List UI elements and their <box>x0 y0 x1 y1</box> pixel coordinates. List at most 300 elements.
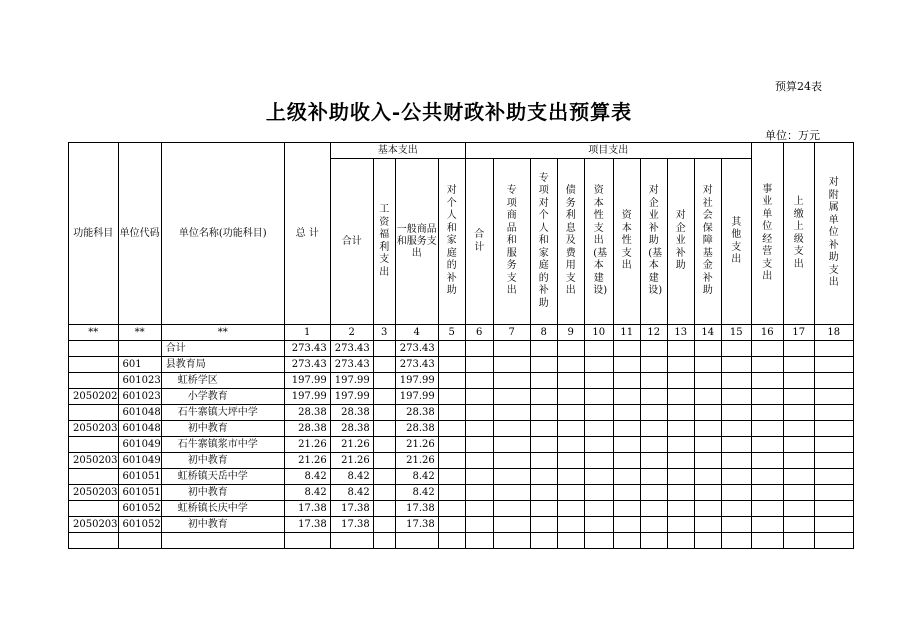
empty-cell <box>584 501 613 517</box>
empty-cell <box>284 533 330 549</box>
empty-cell <box>557 341 584 357</box>
table-row <box>69 421 854 437</box>
basic-total-cell: 21.26 <box>330 453 373 469</box>
index-cell: 3 <box>373 325 395 341</box>
empty-cell <box>814 341 853 357</box>
empty-cell <box>640 421 667 437</box>
empty-cell <box>373 373 395 389</box>
header-business-expense: 事业单位经营支出 <box>751 143 783 325</box>
empty-cell <box>751 469 783 485</box>
empty-cell <box>465 341 493 357</box>
empty-cell <box>640 469 667 485</box>
empty-cell <box>438 437 465 453</box>
empty-cell <box>530 437 557 453</box>
empty-cell <box>613 453 640 469</box>
empty-cell <box>493 389 530 405</box>
empty-cell <box>530 469 557 485</box>
empty-cell <box>814 421 853 437</box>
empty-cell <box>721 421 751 437</box>
header-project-enterprise: 对企业补助 <box>667 159 694 325</box>
empty-cell <box>667 501 694 517</box>
empty-cell <box>667 357 694 373</box>
header-project-enterprise-build: 对企业补助(基本建设) <box>640 159 667 325</box>
empty-cell <box>613 405 640 421</box>
empty-cell <box>373 389 395 405</box>
header-project-group: 项目支出 <box>465 143 751 159</box>
index-cell: 17 <box>783 325 814 341</box>
index-cell: 12 <box>640 325 667 341</box>
empty-cell <box>584 421 613 437</box>
empty-cell <box>373 533 395 549</box>
unit-code-cell: 601023 <box>118 389 161 405</box>
empty-cell <box>373 405 395 421</box>
basic-total-cell: 197.99 <box>330 373 373 389</box>
empty-cell <box>465 517 493 533</box>
empty-cell <box>751 517 783 533</box>
basic-total-cell: 17.38 <box>330 501 373 517</box>
empty-cell <box>613 469 640 485</box>
empty-cell <box>530 405 557 421</box>
unit-code-cell: 601049 <box>118 453 161 469</box>
index-cell: 6 <box>465 325 493 341</box>
empty-cell <box>640 485 667 501</box>
empty-cell <box>640 389 667 405</box>
index-cell: 11 <box>613 325 640 341</box>
empty-cell <box>721 357 751 373</box>
index-cell: 13 <box>667 325 694 341</box>
empty-cell <box>783 389 814 405</box>
empty-cell <box>395 533 438 549</box>
empty-cell <box>438 501 465 517</box>
empty-cell <box>667 533 694 549</box>
empty-cell <box>751 453 783 469</box>
page-title: 上级补助收入-公共财政补助支出预算表 <box>265 100 633 124</box>
empty-cell <box>438 469 465 485</box>
empty-cell <box>373 341 395 357</box>
empty-cell <box>530 357 557 373</box>
empty-cell <box>751 501 783 517</box>
empty-cell <box>721 469 751 485</box>
total-cell: 197.99 <box>284 389 330 405</box>
empty-cell <box>751 485 783 501</box>
func-code-cell: 2050202 <box>69 389 119 405</box>
empty-cell <box>667 389 694 405</box>
empty-cell <box>640 341 667 357</box>
header-project-other: 其他支出 <box>721 159 751 325</box>
table-body <box>69 341 854 549</box>
basic-total-cell: 28.38 <box>330 405 373 421</box>
empty-cell <box>465 437 493 453</box>
empty-cell <box>667 517 694 533</box>
total-cell: 197.99 <box>284 373 330 389</box>
empty-cell <box>557 501 584 517</box>
empty-cell <box>493 485 530 501</box>
table-row <box>69 469 854 485</box>
empty-cell <box>584 437 613 453</box>
empty-cell <box>814 373 853 389</box>
unit-name-cell: 虹桥镇天岳中学 <box>161 469 284 485</box>
empty-cell <box>783 405 814 421</box>
empty-cell <box>438 517 465 533</box>
empty-cell <box>584 389 613 405</box>
unit-code-cell <box>118 341 161 357</box>
basic-total-cell: 28.38 <box>330 421 373 437</box>
empty-cell <box>814 437 853 453</box>
empty-cell <box>465 421 493 437</box>
empty-cell <box>814 453 853 469</box>
unit-code-cell: 601 <box>118 357 161 373</box>
header-basic-wage: 工资福利支出 <box>373 159 395 325</box>
empty-cell <box>814 389 853 405</box>
header-basic-total: 合计 <box>330 159 373 325</box>
total-cell: 21.26 <box>284 437 330 453</box>
total-cell: 273.43 <box>284 357 330 373</box>
empty-cell <box>613 421 640 437</box>
empty-cell <box>493 357 530 373</box>
total-cell: 21.26 <box>284 453 330 469</box>
empty-cell <box>751 533 783 549</box>
empty-cell <box>493 373 530 389</box>
total-cell: 28.38 <box>284 421 330 437</box>
empty-cell <box>557 453 584 469</box>
empty-cell <box>161 533 284 549</box>
table-row <box>69 533 854 549</box>
empty-cell <box>613 517 640 533</box>
empty-cell <box>640 453 667 469</box>
empty-cell <box>438 485 465 501</box>
empty-cell <box>584 357 613 373</box>
func-code-cell <box>69 357 119 373</box>
header-unit-name: 单位名称(功能科目) <box>161 143 284 325</box>
total-cell: 17.38 <box>284 501 330 517</box>
index-cell: 16 <box>751 325 783 341</box>
empty-cell <box>613 389 640 405</box>
empty-cell <box>694 485 721 501</box>
func-code-cell <box>69 341 119 357</box>
unit-code-cell: 601048 <box>118 421 161 437</box>
empty-cell <box>465 533 493 549</box>
table-row <box>69 405 854 421</box>
empty-cell <box>438 533 465 549</box>
unit-name-cell: 小学教育 <box>161 389 284 405</box>
empty-cell <box>584 453 613 469</box>
empty-cell <box>751 357 783 373</box>
empty-cell <box>584 405 613 421</box>
empty-cell <box>721 517 751 533</box>
empty-cell <box>751 389 783 405</box>
empty-cell <box>640 405 667 421</box>
empty-cell <box>721 373 751 389</box>
table-row <box>69 389 854 405</box>
empty-cell <box>814 405 853 421</box>
empty-cell <box>667 421 694 437</box>
empty-cell <box>783 421 814 437</box>
basic-goods-cell: 21.26 <box>395 453 438 469</box>
empty-cell <box>373 437 395 453</box>
empty-cell <box>783 341 814 357</box>
empty-cell <box>721 501 751 517</box>
basic-goods-cell: 8.42 <box>395 469 438 485</box>
empty-cell <box>438 405 465 421</box>
header-project-goods: 专项商品和服务支出 <box>493 159 530 325</box>
empty-cell <box>557 357 584 373</box>
empty-cell <box>814 517 853 533</box>
unit-name-cell: 初中教育 <box>161 517 284 533</box>
header-basic-group: 基本支出 <box>330 143 465 159</box>
empty-cell <box>667 341 694 357</box>
empty-cell <box>814 485 853 501</box>
index-cell: 9 <box>557 325 584 341</box>
header-subsidiary-subsidy: 对附属单位补助支出 <box>814 143 853 325</box>
empty-cell <box>721 389 751 405</box>
empty-cell <box>557 421 584 437</box>
empty-cell <box>694 405 721 421</box>
empty-cell <box>493 533 530 549</box>
empty-cell <box>557 469 584 485</box>
index-cell: 1 <box>284 325 330 341</box>
empty-cell <box>667 453 694 469</box>
empty-cell <box>667 437 694 453</box>
empty-cell <box>783 453 814 469</box>
empty-cell <box>584 517 613 533</box>
empty-cell <box>584 533 613 549</box>
table-row <box>69 501 854 517</box>
column-index-row <box>69 325 854 341</box>
empty-cell <box>814 533 853 549</box>
empty-cell <box>373 453 395 469</box>
empty-cell <box>694 341 721 357</box>
empty-cell <box>783 485 814 501</box>
empty-cell <box>721 341 751 357</box>
empty-cell <box>640 357 667 373</box>
basic-goods-cell: 17.38 <box>395 517 438 533</box>
empty-cell <box>694 501 721 517</box>
table-row <box>69 437 854 453</box>
empty-cell <box>493 453 530 469</box>
empty-cell <box>465 405 493 421</box>
unit-code-cell: 601023 <box>118 373 161 389</box>
basic-total-cell: 8.42 <box>330 485 373 501</box>
empty-cell <box>613 533 640 549</box>
empty-cell <box>640 437 667 453</box>
table-row <box>69 453 854 469</box>
empty-cell <box>667 373 694 389</box>
empty-cell <box>640 501 667 517</box>
table-number-label: 预算24表 <box>775 80 822 93</box>
empty-cell <box>465 357 493 373</box>
empty-cell <box>493 341 530 357</box>
index-cell: ** <box>69 325 119 341</box>
total-cell: 8.42 <box>284 485 330 501</box>
func-code-cell: 2050203 <box>69 517 119 533</box>
budget-table <box>68 142 854 549</box>
index-cell: 10 <box>584 325 613 341</box>
empty-cell <box>530 501 557 517</box>
empty-cell <box>530 373 557 389</box>
header-project-debt: 债务利息及费用支出 <box>557 159 584 325</box>
empty-cell <box>613 341 640 357</box>
empty-cell <box>694 517 721 533</box>
empty-cell <box>438 373 465 389</box>
index-cell: 7 <box>493 325 530 341</box>
empty-cell <box>694 357 721 373</box>
basic-total-cell: 21.26 <box>330 437 373 453</box>
empty-cell <box>667 469 694 485</box>
empty-cell <box>493 469 530 485</box>
func-code-cell <box>69 373 119 389</box>
index-cell: 5 <box>438 325 465 341</box>
empty-cell <box>721 405 751 421</box>
empty-cell <box>640 373 667 389</box>
empty-cell <box>438 421 465 437</box>
index-cell: 14 <box>694 325 721 341</box>
empty-cell <box>557 517 584 533</box>
header-project-capital-build: 资本性支出(基本建设) <box>584 159 613 325</box>
empty-cell <box>584 485 613 501</box>
func-code-cell: 2050203 <box>69 485 119 501</box>
empty-cell <box>530 453 557 469</box>
basic-total-cell: 17.38 <box>330 517 373 533</box>
empty-cell <box>118 533 161 549</box>
empty-cell <box>721 533 751 549</box>
empty-cell <box>465 469 493 485</box>
empty-cell <box>465 373 493 389</box>
header-basic-personal: 对个人和家庭的补助 <box>438 159 465 325</box>
empty-cell <box>783 373 814 389</box>
empty-cell <box>373 469 395 485</box>
empty-cell <box>438 357 465 373</box>
empty-cell <box>694 469 721 485</box>
empty-cell <box>438 389 465 405</box>
func-code-cell: 2050203 <box>69 421 119 437</box>
unit-code-cell: 601049 <box>118 437 161 453</box>
empty-cell <box>694 453 721 469</box>
empty-cell <box>373 357 395 373</box>
empty-cell <box>465 501 493 517</box>
table-row <box>69 357 854 373</box>
unit-name-cell: 初中教育 <box>161 485 284 501</box>
func-code-cell: 2050203 <box>69 453 119 469</box>
empty-cell <box>493 437 530 453</box>
index-cell: 18 <box>814 325 853 341</box>
empty-cell <box>814 357 853 373</box>
empty-cell <box>783 357 814 373</box>
header-hand-up-expense: 上缴上级支出 <box>783 143 814 325</box>
total-cell: 28.38 <box>284 405 330 421</box>
table-row <box>69 341 854 357</box>
basic-goods-cell: 197.99 <box>395 389 438 405</box>
basic-goods-cell: 273.43 <box>395 357 438 373</box>
unit-code-cell: 601048 <box>118 405 161 421</box>
func-code-cell <box>69 437 119 453</box>
unit-label: 单位：万元 <box>765 129 820 142</box>
basic-goods-cell: 17.38 <box>395 501 438 517</box>
func-code-cell <box>69 501 119 517</box>
unit-name-cell: 初中教育 <box>161 453 284 469</box>
empty-cell <box>613 437 640 453</box>
empty-cell <box>667 405 694 421</box>
unit-name-cell: 虹桥镇长庆中学 <box>161 501 284 517</box>
empty-cell <box>613 357 640 373</box>
empty-cell <box>438 453 465 469</box>
empty-cell <box>493 405 530 421</box>
empty-cell <box>814 501 853 517</box>
table-row <box>69 373 854 389</box>
unit-name-cell: 石牛寨镇浆市中学 <box>161 437 284 453</box>
basic-total-cell: 8.42 <box>330 469 373 485</box>
empty-cell <box>584 469 613 485</box>
empty-cell <box>814 469 853 485</box>
empty-cell <box>373 421 395 437</box>
empty-cell <box>557 485 584 501</box>
table-row <box>69 485 854 501</box>
index-cell: 2 <box>330 325 373 341</box>
empty-cell <box>721 485 751 501</box>
empty-cell <box>751 373 783 389</box>
total-cell: 273.43 <box>284 341 330 357</box>
empty-cell <box>584 373 613 389</box>
empty-cell <box>694 437 721 453</box>
basic-total-cell: 273.43 <box>330 357 373 373</box>
basic-total-cell: 197.99 <box>330 389 373 405</box>
empty-cell <box>373 517 395 533</box>
empty-cell <box>557 373 584 389</box>
index-cell: ** <box>161 325 284 341</box>
header-project-personal: 专项对个人和家庭的补助 <box>530 159 557 325</box>
empty-cell <box>530 533 557 549</box>
empty-cell <box>613 501 640 517</box>
header-unit-code: 单位代码 <box>118 143 161 325</box>
empty-cell <box>751 405 783 421</box>
empty-cell <box>373 485 395 501</box>
empty-cell <box>667 485 694 501</box>
header-project-total: 合计 <box>465 159 493 325</box>
empty-cell <box>783 469 814 485</box>
empty-cell <box>438 341 465 357</box>
empty-cell <box>584 341 613 357</box>
empty-cell <box>694 373 721 389</box>
unit-name-cell: 虹桥学区 <box>161 373 284 389</box>
unit-name-cell: 初中教育 <box>161 421 284 437</box>
header-total: 总 计 <box>284 143 330 325</box>
basic-goods-cell: 28.38 <box>395 405 438 421</box>
basic-goods-cell: 197.99 <box>395 373 438 389</box>
index-cell: 8 <box>530 325 557 341</box>
index-cell: ** <box>118 325 161 341</box>
empty-cell <box>640 533 667 549</box>
header-project-social: 对社会保障基金补助 <box>694 159 721 325</box>
index-cell: 15 <box>721 325 751 341</box>
unit-code-cell: 601052 <box>118 517 161 533</box>
empty-cell <box>530 517 557 533</box>
empty-cell <box>465 389 493 405</box>
empty-cell <box>69 533 119 549</box>
empty-cell <box>751 421 783 437</box>
empty-cell <box>783 437 814 453</box>
header-project-capital: 资本性支出 <box>613 159 640 325</box>
empty-cell <box>783 501 814 517</box>
empty-cell <box>557 437 584 453</box>
empty-cell <box>783 517 814 533</box>
empty-cell <box>640 517 667 533</box>
basic-goods-cell: 21.26 <box>395 437 438 453</box>
empty-cell <box>783 533 814 549</box>
func-code-cell <box>69 405 119 421</box>
empty-cell <box>694 421 721 437</box>
empty-cell <box>493 421 530 437</box>
empty-cell <box>751 341 783 357</box>
unit-code-cell: 601051 <box>118 469 161 485</box>
